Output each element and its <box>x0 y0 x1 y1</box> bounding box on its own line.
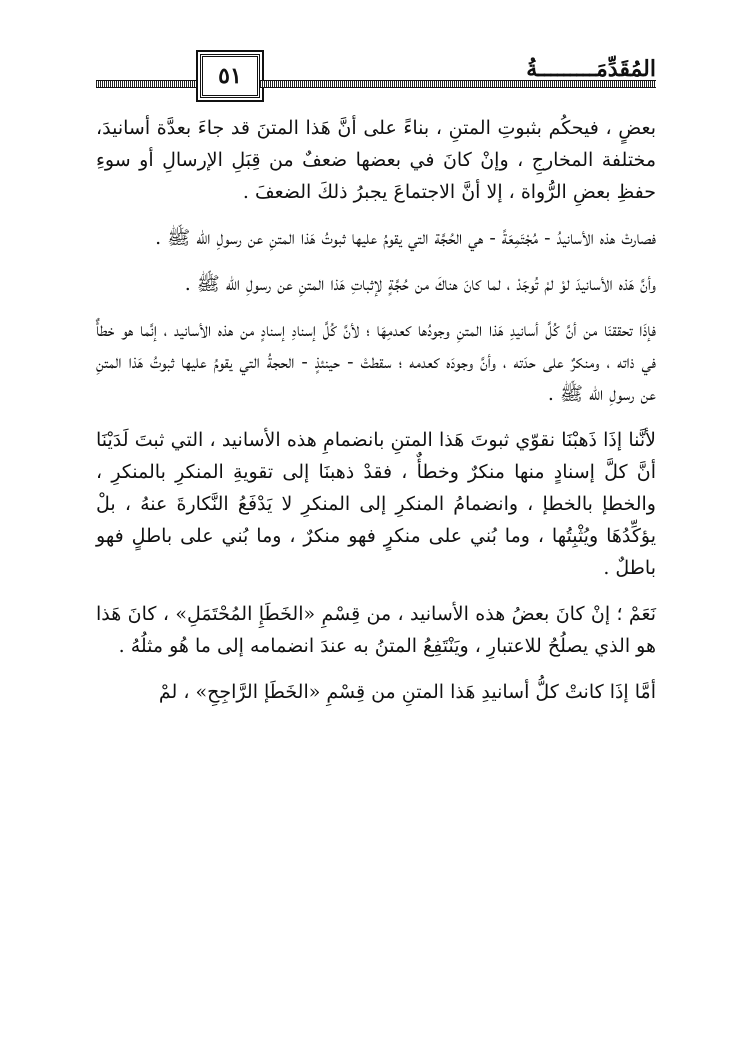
paragraph-4: فإذَا تحققنَا من أنَّ كُلَّ أسانيدِ هَذا المتنِ وجودُها كعدمِهَا ؛ لأنَّ كُلَّ إسنادِ إسنادٍ من هذه الأسانيد ، إنَّما هو خطأٌ في ذاته ، ومنكرٌ على حدَته ، وأنَّ وجودَه كعدمه ؛ سقطتْ - حينئذٍ - الحجةُ التي يقومُ عليها ثبوتُ هَذا المتنِ عن رسولِ الله ﷺ . <box>96 319 656 405</box>
paragraph-6: نَعَمْ ؛ إنْ كانَ بعضُ هذه الأسانيد ، من قِسْمِ «الخَطَإِ المُحْتَمَلِ» ، كانَ هَذا هو الذي يصلُحُ للاعتبارِ ، ويَنْتَفِعُ المتنُ به عندَ انضمامه إلى ما هُو مثلُهُ . <box>96 603 656 657</box>
header-rule-left <box>96 80 196 88</box>
page-header <box>96 50 656 98</box>
paragraph-1: بعضٍ ، فيحكُم بثبوتِ المتنِ ، بناءً على أنَّ هَذا المتنَ قد جاءَ بعدَّة أسانيدَ، مختلفة المخارجِ ، وإنْ كانَ في بعضها ضعفٌ من قِبَلِ الإرسالِ أو سوءِ حفظِ بعضِ الرُّواة ، إلا أنَّ الاجتماعَ يجبرُ ذلكَ الضعفَ . <box>96 117 656 203</box>
paragraph-7: أمَّا إذَا كانتْ كلُّ أسانيدِ هَذا المتنِ من قِسْمِ «الخَطَإ الرَّاجِحِ» ، لمْ <box>158 681 656 703</box>
paragraph-3: وأنَّ هَذه الأسانيدَ لوْ لمْ تُوجَدْ ، لما كانَ هناكَ من حُجَّةٍ لإثباتِ هَذا المتنِ عن رسولِ الله ﷺ . <box>184 273 656 295</box>
page-number: ٥١ <box>200 54 260 98</box>
paragraph-5: لأنَّنا إذَا ذَهبْنَا نقوّي ثبوتَ هَذا المتنِ بانضمامِ هذه الأسانيد ، التي ثبتَ لَدَيْنَا أنَّ كلَّ إسنادٍ منها منكرٌ وخطأٌ ، فقدْ ذهبنَا إلى تقويةِ المنكرِ بالمنكرِ ، والخطإ بالخطإ ، وانضمامُ المنكرِ إلى المنكرِ لا يَدْفَعُ النَّكارةَ عنهُ ، بلْ يؤكِّدُهَا ويُثْبِتُها ، وما بُني على منكرٍ فهو منكرٌ ، وما بُني على باطلٍ فهو باطلٌ . <box>96 429 656 579</box>
chapter-title: المُقَدِّمَـــــــــةُ <box>526 56 656 82</box>
paragraph-2: فصارتْ هذه الأسانيدُ - مُجْتَمِعَةً - هي الحُجَّة التي يقومُ عليها ثبوتُ هَذا المتنِ عن رسولِ الله ﷺ . <box>155 227 656 249</box>
page-body <box>96 112 656 722</box>
